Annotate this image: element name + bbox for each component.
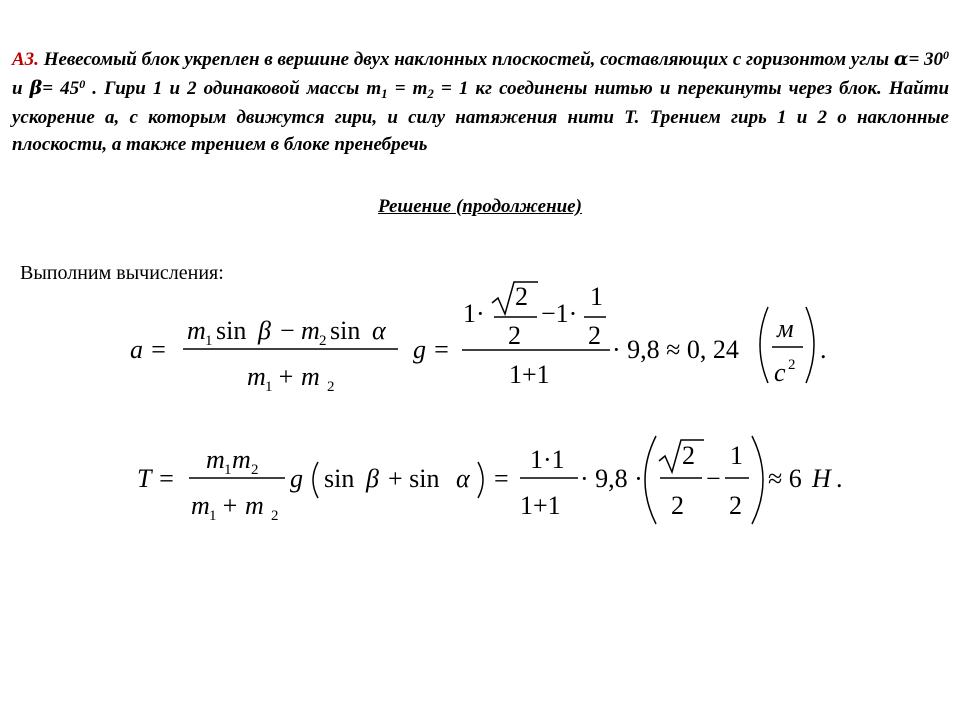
a-result: · 9,8 ≈ 0, 24 — [612, 335, 739, 364]
t-plus-sin: + sin — [388, 464, 440, 493]
t-mult: · 9,8 · — [580, 464, 643, 493]
a-den-plus-m2: + m — [277, 362, 320, 391]
a-sqrt-two: 2 — [515, 282, 528, 311]
a-den-sub2: 2 — [327, 379, 335, 395]
t-lhs: T = — [137, 464, 176, 493]
t-frac-num: 1·1 — [530, 445, 565, 474]
a-period: . — [820, 335, 827, 364]
a-den-sub1: 1 — [265, 379, 273, 395]
t-big-paren-left — [645, 436, 656, 524]
and-word: и — [12, 78, 23, 99]
a-unit-den: с — [774, 358, 786, 387]
t-num-sub2: 2 — [251, 462, 259, 478]
subscript-2: 2 — [427, 86, 434, 101]
solution-heading: Решение (продолжение) — [378, 196, 582, 217]
alpha-symbol: α — [893, 48, 909, 70]
t-den-m1: m — [191, 491, 210, 520]
t-paren-left — [313, 462, 318, 498]
a-num-m1: m — [187, 316, 206, 345]
t-g: g — [290, 464, 303, 493]
degree-mark-2: 0 — [79, 77, 86, 91]
t-den-plus-m2: + m — [221, 491, 264, 520]
a-inner-den-1: 2 — [508, 321, 521, 350]
a-big-den: 1+1 — [509, 360, 550, 389]
a-num-alpha: α — [372, 316, 386, 345]
a-unit-paren-right — [806, 307, 814, 383]
a-unit-num: м — [777, 314, 794, 343]
a-inner-den-2: 2 — [588, 321, 601, 350]
t-eq: = — [494, 464, 509, 493]
t-den-sub1: 1 — [209, 508, 217, 524]
a-num-sub2: 2 — [319, 333, 327, 349]
degree-mark: 0 — [943, 48, 950, 62]
problem-text-1: Невесомый блок укреплен в вершине двух наклонных плоскостей, составляющих с горизонтом углы — [43, 49, 890, 70]
a-num-minus: − — [280, 316, 295, 345]
a-den-m1: m — [247, 362, 266, 391]
a-inner-num-2: 1 — [590, 282, 603, 311]
formula-tension — [137, 436, 843, 524]
subscript-1: 1 — [381, 86, 388, 101]
t-num-m2: m — [232, 445, 251, 474]
t-num-m1: m — [206, 445, 225, 474]
a-num-sub1: 1 — [205, 333, 213, 349]
problem-text-3: = 1 кг соединены нитью и перекинуты через блок. Найти ускорение а, с которым движутся гири, и силу натяжения нити Т. Трением гирь 1 и 2 о наклонные плоскости, а также трением в блоке пренебречь — [12, 78, 950, 155]
problem-text-2: . Гири 1 и 2 одинаковой массы m — [92, 78, 382, 99]
t-sin1: sin — [324, 464, 355, 493]
t-inner-den-2: 2 — [729, 491, 742, 520]
t-inner-num-2: 1 — [730, 441, 743, 470]
a-num-sin1: sin — [216, 316, 247, 345]
formula-acceleration — [130, 282, 827, 395]
t-minus: − — [706, 464, 721, 493]
problem-label: А3. — [12, 49, 39, 70]
a-lhs: a = — [130, 335, 168, 364]
t-result: ≈ 6 — [768, 464, 802, 493]
t-paren-right — [478, 462, 483, 498]
a-unit-paren-left — [760, 307, 768, 383]
t-frac-den: 1+1 — [520, 491, 561, 520]
t-beta: β — [366, 464, 379, 493]
t-inner-den-1: 2 — [671, 491, 684, 520]
lead-text: Выполним вычисления: — [20, 262, 224, 284]
beta-value: = 45 — [42, 78, 80, 99]
t-unit: H — [812, 464, 831, 493]
t-period: . — [836, 464, 843, 493]
a-num-sin2: sin — [330, 316, 361, 345]
alpha-value: = 30 — [908, 49, 944, 70]
t-den-sub2: 2 — [271, 508, 279, 524]
a-num-m2: m — [301, 316, 320, 345]
a-big-one-dot: 1· — [463, 299, 485, 328]
t-alpha: α — [456, 464, 470, 493]
t-sqrt-two: 2 — [682, 441, 695, 470]
a-num-beta: β — [258, 316, 271, 345]
mass-equality: = m — [394, 78, 428, 99]
a-g-eq: g = — [413, 335, 451, 364]
t-num-sub1: 1 — [224, 462, 232, 478]
t-big-paren-right — [752, 436, 763, 524]
a-big-minus-one-dot: −1· — [541, 299, 578, 328]
a-unit-exp: 2 — [788, 357, 796, 373]
beta-symbol: β — [29, 77, 43, 99]
